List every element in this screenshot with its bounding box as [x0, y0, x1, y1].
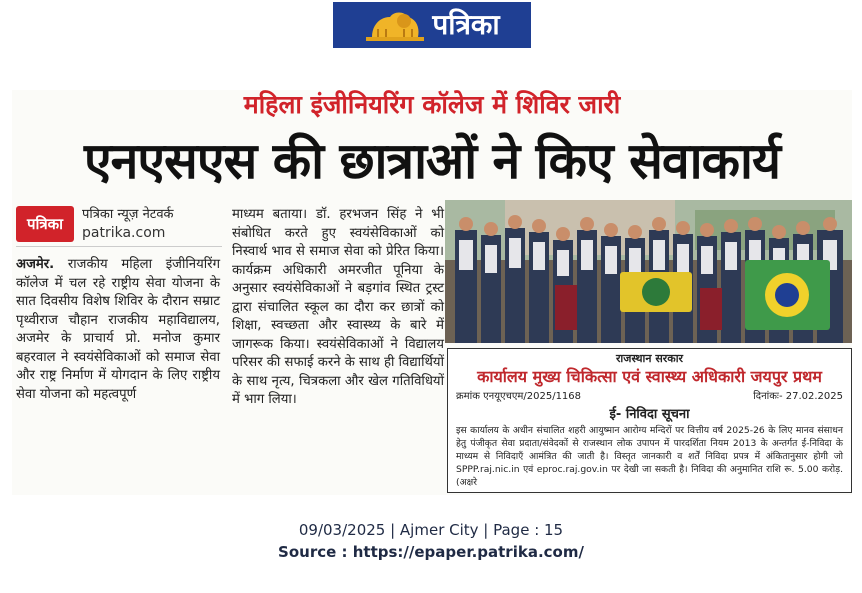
- article-column-2: [232, 206, 444, 410]
- article-kicker: महिला इंजीनियरिंग कॉलेज में शिविर जारी: [243, 90, 621, 119]
- article-headline: एनएसएस की छात्राओं ने किए सेवाकार्य: [84, 132, 780, 190]
- dateline-city: अजमेर.: [16, 257, 55, 272]
- column-1-text: राजकीय महिला इंजीनियरिंग कॉलेज में चल रहे राष्ट्रीय सेवा योजना के सात दिवसीय विशेष शिविर के दौरान सम्राट पृथ्वीराज चौहान राजकीय महाविद्यालय, अजमेर के प्राचार्य प्रो. मनोज कुमार बहरवाल ने स्वयंसेविकाओं को समाज सेवा और राष्ट्र निर्माण में योगदान के लिए राष्ट्रीय सेवा योजना को महत्वपूर्ण: [16, 257, 220, 402]
- byline-site: patrika.com: [82, 225, 166, 241]
- column-2-text: माध्यम बताया। डॉ. हरभजन सिंह ने भी संबोधित करते हुए स्वयंसेविकाओं को निस्वार्थ भाव से समाज सेवा को प्रेरित किया। कार्यक्रम अधिकारी अमरजीत पूनिया के अनुसार स्वयंसेविकाओं ने बड़गांव स्थित ट्रस्ट द्वारा संचालित स्कूल का दौरा कर छात्रों को शिक्षा, स्वच्छता और स्वास्थ्य के बारे में जागरूक किया। स्वयंसेविकाओं ने विद्यालय परिसर की सफाई करने के साथ ही विद्यार्थियों के साथ नृत्य, चित्रकला और खेल गतिविधियों में भाग लिया।: [232, 207, 444, 407]
- ad-notice-text: इस कार्यालय के अधीन संचालित शहरी आयुष्मान आरोग्य मन्दिरों पर वित्तीय वर्ष 2025-26 के लिए मानव संसाधन हेतु पंजीकृत सेवा प्रदाता/संवेदकों से राजस्थान लोक उपापन में पारदर्शिता नियम 2013 के अन्तर्गत ई-निविदा के माध्यम से निविदाएँ आमंत्रित की जाती है। विस्तृत जानकारी व शर्तें निविदा प्रपत्र में अंकितानुसार होगी जो SPPP.raj.nic.in एवं eproc.raj.gov.in पर देखी जा सकती है। निविदा की अनुमानित राशि रू. 5.00 करोड़. (अक्षरे: [456, 425, 843, 488]
- byline: [16, 202, 222, 247]
- footer-source: Source : https://epaper.patrika.com/: [278, 543, 584, 561]
- ad-office: कार्यालय मुख्य चिकित्सा एवं स्वास्थ्य अधिकारी जयपुर प्रथम: [477, 367, 822, 386]
- group-photo-image: [445, 200, 852, 343]
- article-column-1: [16, 256, 220, 404]
- tender-advertisement: [447, 348, 852, 493]
- article-photo: [445, 200, 852, 343]
- news-clipping: [12, 90, 852, 495]
- footer-edition-info: 09/03/2025 | Ajmer City | Page : 15: [298, 521, 564, 539]
- ad-notice-title: ई- निविदा सूचना: [609, 407, 690, 422]
- ad-reference: क्रमांक एनयूएचएम/2025/1168: [456, 391, 582, 402]
- ad-date: दिनांकः- 27.02.2025: [753, 391, 843, 402]
- byline-agency: पत्रिका न्यूज़ नेटवर्क: [82, 207, 174, 222]
- lion-emblem-icon: [364, 7, 426, 43]
- byline-logo: पत्रिका: [16, 206, 74, 242]
- masthead-logo: [333, 2, 531, 48]
- ad-government: राजस्थान सरकार: [615, 352, 684, 365]
- masthead-brand: पत्रिका: [432, 8, 500, 41]
